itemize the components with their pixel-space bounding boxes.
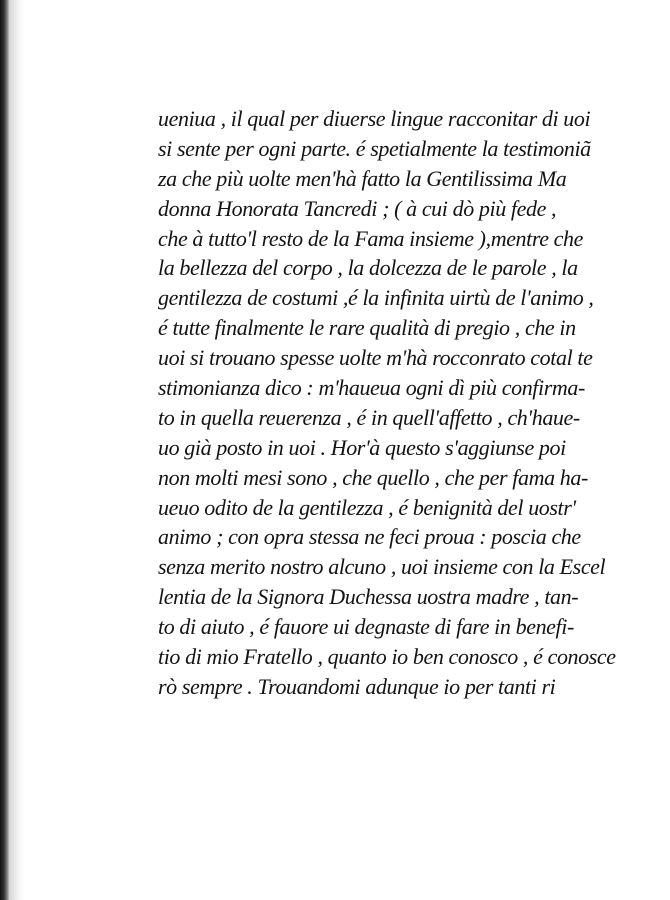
text-line: senza merito nostro alcuno , uoi insieme con la Escel bbox=[158, 554, 606, 580]
text-line: uo già posto in uoi . Hor'à questo s'aggiunse poi bbox=[158, 434, 566, 460]
binding-gutter bbox=[0, 0, 10, 900]
text-line: to in quella reuerenza , é in quell'affetto , ch'haue- bbox=[158, 404, 580, 430]
text-block bbox=[158, 104, 616, 702]
text-line: é tutte finalmente le rare qualità di pregio , che in bbox=[158, 315, 576, 341]
text-line: non molti mesi sono , che quello , che per fama ha- bbox=[158, 464, 588, 490]
text-line: za che più uolte men'hà fatto la Gentilissima Ma bbox=[158, 165, 567, 191]
text-line: animo ; con opra stessa ne feci proua : poscia che bbox=[158, 524, 581, 550]
text-line: si sente per ogni parte. é spetialmente la testimoniã bbox=[158, 135, 591, 161]
text-line: rò sempre . Trouandomi adunque io per tanti ri bbox=[158, 673, 556, 699]
text-line: stimonianza dico : m'haueua ogni dì più confirma- bbox=[158, 375, 585, 401]
text-line: donna Honorata Tancredi ; ( à cui dò più fede , bbox=[158, 195, 557, 221]
text-line: ueniua , il qual per diuerse lingue racconitar di uoi bbox=[158, 106, 591, 131]
gutter-shadow bbox=[10, 0, 24, 900]
text-line: to di aiuto , é fauore ui degnaste di fare in benefi- bbox=[158, 614, 574, 640]
text-line: ueuo odito de la gentilezza , é benignità del uostr' bbox=[158, 494, 576, 520]
text-line: che à tutto'l resto de la Fama insieme ),mentre che bbox=[158, 225, 584, 251]
text-line: uoi si trouano spesse uolte m'hà rocconrato cotal te bbox=[158, 345, 593, 371]
text-line: gentilezza de costumi ,é la infinita uirtù de l'animo , bbox=[158, 285, 594, 311]
text-line: tio di mio Fratello , quanto io ben conosco , é conosce bbox=[158, 644, 616, 670]
text-line: lentia de la Signora Duchessa uostra madre , tan- bbox=[158, 584, 579, 610]
text-line: la bellezza del corpo , la dolcezza de le parole , la bbox=[158, 255, 578, 281]
